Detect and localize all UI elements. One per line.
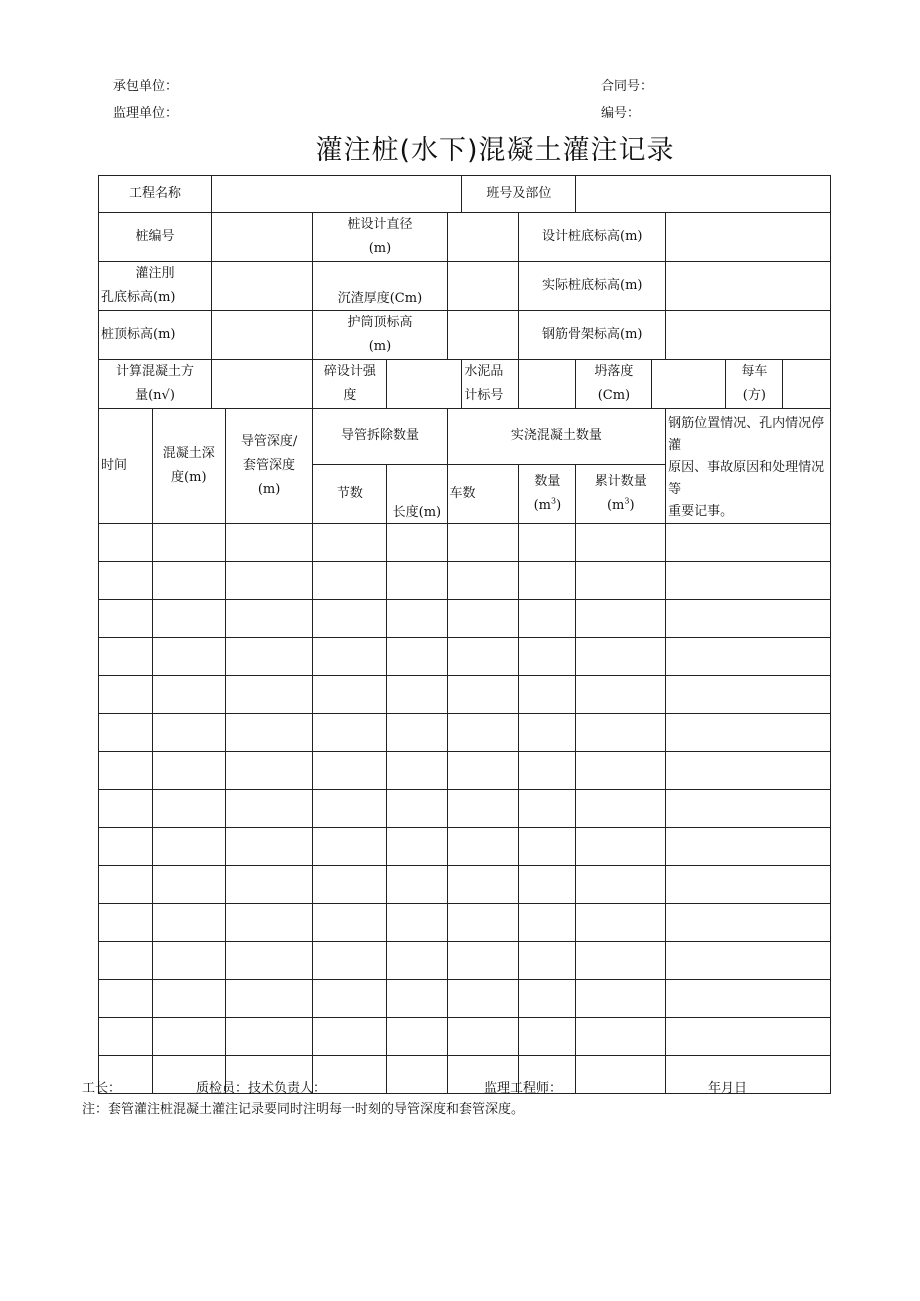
cell-remarks[interactable] <box>666 904 831 942</box>
cell-length[interactable] <box>387 562 447 600</box>
cell-time[interactable] <box>99 866 153 904</box>
cell-length[interactable] <box>387 600 447 638</box>
table-row <box>99 866 831 904</box>
cell-sections[interactable] <box>313 600 387 638</box>
cell-length[interactable] <box>387 676 447 714</box>
cell-pipe-depth[interactable] <box>225 638 313 676</box>
casing-top-line1: 护筒顶标高 <box>347 315 413 330</box>
pre-pour-value[interactable] <box>212 262 313 311</box>
cell-quantity[interactable] <box>519 980 576 1018</box>
table-row <box>99 562 831 600</box>
col-length: 长度(m) <box>387 464 447 523</box>
cell-quantity[interactable] <box>519 524 576 562</box>
cell-trucks[interactable] <box>447 942 519 980</box>
pile-no-value[interactable] <box>212 213 313 262</box>
cell-trucks[interactable] <box>447 714 519 752</box>
pile-diameter-label <box>313 213 447 262</box>
cell-trucks[interactable] <box>447 866 519 904</box>
cell-remarks[interactable] <box>666 828 831 866</box>
col-remarks-line1: 钢筋位置情况、孔内情况停灌 <box>668 416 825 453</box>
cell-trucks[interactable] <box>447 828 519 866</box>
per-truck-line1: 每车 <box>741 364 768 379</box>
cage-elev-label: 钢筋骨架标高(m) <box>519 311 666 360</box>
cell-trucks[interactable] <box>447 676 519 714</box>
pre-pour-line2: 孔底标高(m) <box>101 290 176 305</box>
cell-cumulative[interactable] <box>576 600 666 638</box>
cell-concrete-depth[interactable] <box>152 562 225 600</box>
per-truck-label <box>726 360 783 408</box>
col-concrete-depth <box>152 409 225 524</box>
cell-time[interactable] <box>99 980 153 1018</box>
cell-remarks[interactable] <box>666 524 831 562</box>
cell-quantity[interactable] <box>519 562 576 600</box>
cell-quantity[interactable] <box>519 714 576 752</box>
inspector-label: 质检员：技术负责人： <box>196 1081 327 1096</box>
cell-length[interactable] <box>387 980 447 1018</box>
cell-cumulative[interactable] <box>576 638 666 676</box>
record-table <box>98 175 831 1094</box>
cell-quantity[interactable] <box>519 638 576 676</box>
cell-length[interactable] <box>387 752 447 790</box>
col-concrete-depth-line2: 度(m) <box>171 470 207 485</box>
cell-quantity[interactable] <box>519 600 576 638</box>
cell-quantity[interactable] <box>519 828 576 866</box>
cell-time[interactable] <box>99 600 153 638</box>
cell-sections[interactable] <box>313 904 387 942</box>
col-cumulative-unit-sup: 3 <box>624 496 630 506</box>
cell-cumulative[interactable] <box>576 676 666 714</box>
cell-cumulative[interactable] <box>576 866 666 904</box>
cell-concrete-depth[interactable] <box>152 676 225 714</box>
contractor-label: 承包单位： <box>113 79 179 94</box>
cell-sections[interactable] <box>313 942 387 980</box>
cell-pipe-depth[interactable] <box>225 676 313 714</box>
casing-top-unit: (m) <box>368 339 392 354</box>
cell-concrete-depth[interactable] <box>152 600 225 638</box>
cell-cumulative[interactable] <box>576 562 666 600</box>
cell-trucks[interactable] <box>447 980 519 1018</box>
cell-concrete-depth[interactable] <box>152 790 225 828</box>
cell-trucks[interactable] <box>447 638 519 676</box>
cell-cumulative[interactable] <box>576 714 666 752</box>
cell-trucks[interactable] <box>447 524 519 562</box>
cell-cumulative[interactable] <box>576 1018 666 1056</box>
cell-concrete-depth[interactable] <box>152 828 225 866</box>
table-row <box>99 904 831 942</box>
cement-grade-value[interactable] <box>519 360 576 409</box>
cell-pipe-depth[interactable] <box>225 904 313 942</box>
per-truck-value[interactable] <box>783 360 830 408</box>
cell-remarks[interactable] <box>666 866 831 904</box>
table-row <box>99 1018 831 1056</box>
col-quantity-unit <box>521 494 573 518</box>
cell-pipe-depth[interactable] <box>225 942 313 980</box>
cell-remarks[interactable] <box>666 790 831 828</box>
cell-time[interactable] <box>99 714 153 752</box>
cell-concrete-depth[interactable] <box>152 714 225 752</box>
gravel-strength-line1: 碎设计强 <box>323 364 376 379</box>
cell-pipe-depth[interactable] <box>225 866 313 904</box>
cement-grade-line2: 计标号 <box>464 388 504 403</box>
project-name-label: 工程名称 <box>99 176 212 213</box>
cell-quantity[interactable] <box>519 790 576 828</box>
design-bottom-label: 设计桩底标高(m) <box>519 213 666 262</box>
cell-time[interactable] <box>99 676 153 714</box>
cell-pipe-depth[interactable] <box>225 1018 313 1056</box>
cell-sections[interactable] <box>313 714 387 752</box>
col-concrete-depth-line1: 混凝土深 <box>162 446 215 461</box>
cell-sections[interactable] <box>313 1018 387 1056</box>
cage-elev-value[interactable] <box>666 311 831 360</box>
cell-pipe-depth[interactable] <box>225 828 313 866</box>
slump-line2: (Cm) <box>597 388 631 403</box>
cell-sections[interactable] <box>313 676 387 714</box>
slump-line1: 坍落度 <box>594 364 634 379</box>
table-row <box>99 600 831 638</box>
cell-pipe-depth[interactable] <box>225 524 313 562</box>
serial-no-label: 编号： <box>601 106 641 121</box>
col-cumulative <box>576 464 666 523</box>
cell-pipe-depth[interactable] <box>225 752 313 790</box>
cell-quantity[interactable] <box>519 904 576 942</box>
pre-pour-label <box>99 262 212 311</box>
col-pipe-depth-line1: 导管深度/ <box>240 434 298 449</box>
cell-remarks[interactable] <box>666 676 831 714</box>
cell-remarks[interactable] <box>666 714 831 752</box>
sediment-value[interactable] <box>447 262 519 311</box>
calc-volume-value[interactable] <box>212 360 313 409</box>
footnote: 注：套管灌注桩混凝土灌注记录要同时注明每一时刻的导管深度和套管深度。 <box>82 1102 525 1117</box>
cell-concrete-depth[interactable] <box>152 942 225 980</box>
casing-top-value[interactable] <box>447 311 519 360</box>
cell-remarks[interactable] <box>666 562 831 600</box>
cell-concrete-depth[interactable] <box>152 980 225 1018</box>
cell-length[interactable] <box>387 1056 447 1094</box>
col-sections: 节数 <box>313 464 387 523</box>
col-pipe-removal: 导管拆除数量 <box>313 409 447 465</box>
per-truck-line2: (方) <box>742 388 766 403</box>
table-row <box>99 714 831 752</box>
col-remarks-line3: 重要记事。 <box>668 504 734 519</box>
table-row <box>99 942 831 980</box>
slump-label <box>576 360 652 409</box>
col-cumulative-unit <box>578 494 663 518</box>
date-label: 年月日 <box>708 1081 748 1096</box>
cell-time[interactable] <box>99 828 153 866</box>
cell-time[interactable] <box>99 942 153 980</box>
cell-length[interactable] <box>387 524 447 562</box>
table-row <box>99 524 831 562</box>
engineer-label: 监理工程师： <box>484 1081 563 1096</box>
cell-pipe-depth[interactable] <box>225 714 313 752</box>
team-location-value[interactable] <box>576 176 831 213</box>
cell-sections[interactable] <box>313 828 387 866</box>
calc-volume-line2: 量(n√) <box>135 388 175 403</box>
pile-top-value[interactable] <box>212 311 313 360</box>
cell-sections[interactable] <box>313 524 387 562</box>
cell-quantity[interactable] <box>519 866 576 904</box>
gravel-strength-label <box>313 360 387 409</box>
table-row <box>99 790 831 828</box>
calc-volume-label <box>99 360 212 409</box>
cell-remarks[interactable] <box>666 980 831 1018</box>
table-row <box>99 638 831 676</box>
gravel-strength-value[interactable] <box>387 360 462 409</box>
cell-length[interactable] <box>387 790 447 828</box>
col-time: 时间 <box>99 409 153 524</box>
col-pipe-depth-line3: (m) <box>257 482 281 497</box>
cell-trucks[interactable] <box>447 600 519 638</box>
cell-concrete-depth[interactable] <box>152 904 225 942</box>
sediment-label: 沉渣厚度(Cm) <box>313 262 447 311</box>
pile-diameter-unit: (m) <box>368 241 392 256</box>
cell-time[interactable] <box>99 638 153 676</box>
cell-concrete-depth[interactable] <box>152 1018 225 1056</box>
col-pipe-depth <box>225 409 313 524</box>
calc-volume-line1: 计算混凝土方 <box>116 364 195 379</box>
foreman-label: 工长： <box>82 1081 122 1096</box>
col-remarks-line2: 原因、事故原因和处理情况等 <box>668 460 825 497</box>
cell-trucks[interactable] <box>447 904 519 942</box>
cell-concrete-depth[interactable] <box>152 866 225 904</box>
cell-time[interactable] <box>99 752 153 790</box>
cell-cumulative[interactable] <box>576 828 666 866</box>
cell-quantity[interactable] <box>519 1018 576 1056</box>
col-quantity-unit-b: ) <box>556 497 562 513</box>
cell-time[interactable] <box>99 562 153 600</box>
col-quantity-unit-a: (m <box>533 497 551 513</box>
pile-top-label: 桩顶标高(m) <box>99 311 212 360</box>
cell-cumulative[interactable] <box>576 790 666 828</box>
pre-pour-line1: 灌注刖 <box>135 266 175 281</box>
cell-time[interactable] <box>99 904 153 942</box>
cell-pipe-depth[interactable] <box>225 562 313 600</box>
cell-length[interactable] <box>387 866 447 904</box>
cell-remarks[interactable] <box>666 942 831 980</box>
pile-diameter-line1: 桩设计直径 <box>347 217 413 232</box>
cell-quantity[interactable] <box>519 752 576 790</box>
cell-time[interactable] <box>99 790 153 828</box>
table-row <box>99 980 831 1018</box>
cell-sections[interactable] <box>313 638 387 676</box>
actual-bottom-label: 实际桩底标高(m) <box>519 262 666 311</box>
cell-sections[interactable] <box>313 752 387 790</box>
col-actual-pour: 实浇混凝土数量 <box>447 409 666 465</box>
cell-sections[interactable] <box>313 980 387 1018</box>
cell-remarks[interactable] <box>666 752 831 790</box>
cell-trucks[interactable] <box>447 1018 519 1056</box>
cell-length[interactable] <box>387 904 447 942</box>
cell-sections[interactable] <box>313 866 387 904</box>
cell-remarks[interactable] <box>666 638 831 676</box>
col-trucks: 车数 <box>447 464 519 523</box>
cell-sections[interactable] <box>313 790 387 828</box>
project-name-value[interactable] <box>212 176 462 213</box>
cell-cumulative[interactable] <box>576 904 666 942</box>
pile-diameter-value[interactable] <box>447 213 519 262</box>
slump-value[interactable] <box>652 360 726 409</box>
team-location-label: 班号及部位 <box>462 176 576 213</box>
col-quantity-line1: 数量 <box>534 473 561 489</box>
cell-length[interactable] <box>387 828 447 866</box>
per-truck-cell <box>726 360 831 409</box>
cell-time[interactable] <box>99 524 153 562</box>
pile-no-label: 桩编号 <box>99 213 212 262</box>
cell-remarks[interactable] <box>666 1056 831 1094</box>
cell-cumulative[interactable] <box>576 752 666 790</box>
cement-grade-label <box>462 360 519 409</box>
design-bottom-value[interactable] <box>666 213 831 262</box>
col-pipe-depth-line2: 套管深度 <box>243 458 296 473</box>
cell-trucks[interactable] <box>447 562 519 600</box>
cell-quantity[interactable] <box>519 676 576 714</box>
cell-concrete-depth[interactable] <box>152 638 225 676</box>
col-quantity <box>519 464 576 523</box>
cell-cumulative[interactable] <box>576 942 666 980</box>
cell-concrete-depth[interactable] <box>152 752 225 790</box>
col-quantity-unit-sup: 3 <box>550 496 557 506</box>
cell-time[interactable] <box>99 1018 153 1056</box>
col-cumulative-line1: 累计数量 <box>594 473 647 489</box>
cell-length[interactable] <box>387 714 447 752</box>
page-title: 灌注桩(水下)混凝土灌注记录 <box>315 135 675 166</box>
gravel-strength-line2: 度 <box>343 388 357 403</box>
cell-trucks[interactable] <box>447 790 519 828</box>
col-remarks <box>666 409 831 524</box>
cell-pipe-depth[interactable] <box>225 790 313 828</box>
table-row <box>99 828 831 866</box>
cell-cumulative[interactable] <box>576 1056 666 1094</box>
cell-quantity[interactable] <box>519 942 576 980</box>
cell-length[interactable] <box>387 638 447 676</box>
cement-grade-line1: 水泥品 <box>464 364 504 379</box>
col-cumulative-unit-a: (m <box>606 497 625 513</box>
supervisor-label: 监理单位： <box>113 106 179 121</box>
cell-sections[interactable] <box>313 562 387 600</box>
cell-cumulative[interactable] <box>576 524 666 562</box>
cell-length[interactable] <box>387 942 447 980</box>
actual-bottom-value[interactable] <box>666 262 831 311</box>
casing-top-label <box>313 311 447 360</box>
table-row <box>99 752 831 790</box>
cell-pipe-depth[interactable] <box>225 980 313 1018</box>
table-row <box>99 676 831 714</box>
cell-pipe-depth[interactable] <box>225 600 313 638</box>
cell-remarks[interactable] <box>666 600 831 638</box>
col-cumulative-unit-b: ) <box>629 497 635 513</box>
cell-length[interactable] <box>387 1018 447 1056</box>
cell-trucks[interactable] <box>447 752 519 790</box>
cell-concrete-depth[interactable] <box>152 524 225 562</box>
contract-no-label: 合同号： <box>601 79 654 94</box>
cell-cumulative[interactable] <box>576 980 666 1018</box>
cell-remarks[interactable] <box>666 1018 831 1056</box>
